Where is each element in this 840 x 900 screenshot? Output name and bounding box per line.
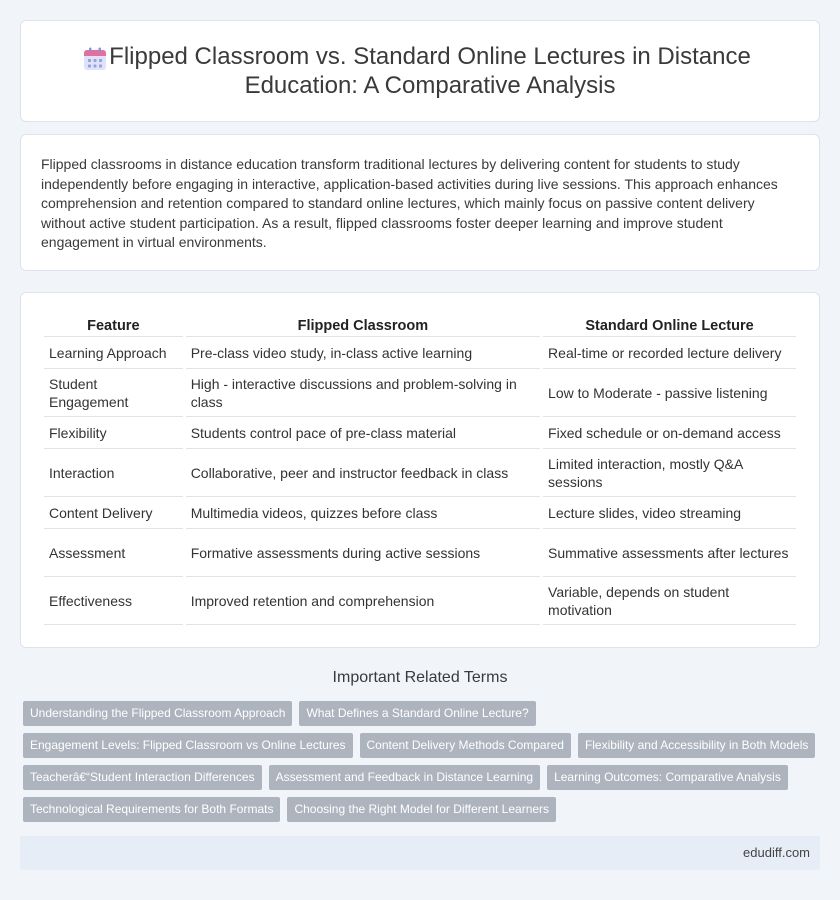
feature-cell: Learning Approach	[44, 337, 183, 369]
standard-cell: Low to Moderate - passive listening	[543, 369, 796, 417]
related-term-tag[interactable]: Assessment and Feedback in Distance Learning	[269, 765, 540, 790]
standard-cell: Real-time or recorded lecture delivery	[543, 337, 796, 369]
flipped-cell: Improved retention and comprehension	[186, 577, 540, 625]
related-term-tag[interactable]: Understanding the Flipped Classroom Approach	[23, 701, 292, 726]
flipped-cell: High - interactive discussions and problem-solving in class	[186, 369, 540, 417]
related-terms-title: Important Related Terms	[332, 669, 508, 686]
intro-card	[20, 134, 820, 271]
flipped-cell: Formative assessments during active sessions	[186, 529, 540, 577]
standard-cell: Variable, depends on student motivation	[543, 577, 796, 625]
related-term-tag[interactable]: Flexibility and Accessibility in Both Models	[578, 733, 815, 758]
standard-cell: Fixed schedule or on-demand access	[543, 417, 796, 449]
related-term-tag[interactable]: What Defines a Standard Online Lecture?	[299, 701, 535, 726]
calendar-icon	[81, 45, 109, 73]
header-flipped-classroom: Flipped Classroom	[186, 315, 540, 337]
feature-cell: Interaction	[44, 449, 183, 497]
comparison-card	[20, 292, 820, 648]
footer-site-link[interactable]: edudiff.com	[743, 845, 810, 860]
feature-cell: Flexibility	[44, 417, 183, 449]
table-row	[44, 369, 796, 417]
related-term-tag[interactable]: Engagement Levels: Flipped Classroom vs Online Lectures	[23, 733, 353, 758]
related-term-tag[interactable]: Choosing the Right Model for Different Learners	[287, 797, 556, 822]
feature-cell: Content Delivery	[44, 497, 183, 529]
feature-cell: Effectiveness	[44, 577, 183, 625]
related-term-tag[interactable]: Teacherâ€“Student Interaction Differences	[23, 765, 262, 790]
footer	[20, 836, 820, 870]
table-header-row	[44, 315, 796, 337]
standard-cell: Lecture slides, video streaming	[543, 497, 796, 529]
table-row	[44, 337, 796, 369]
header-feature: Feature	[44, 315, 183, 337]
comparison-table	[41, 315, 799, 625]
header-inner	[21, 21, 819, 121]
table-row	[44, 577, 796, 625]
header-standard-online-lecture: Standard Online Lecture	[543, 315, 796, 337]
related-term-tag[interactable]: Technological Requirements for Both Formats	[23, 797, 280, 822]
related-term-tag[interactable]: Learning Outcomes: Comparative Analysis	[547, 765, 788, 790]
standard-cell: Summative assessments after lectures	[543, 529, 796, 577]
table-row	[44, 497, 796, 529]
header-card	[20, 20, 820, 122]
flipped-cell: Multimedia videos, quizzes before class	[186, 497, 540, 529]
feature-cell: Assessment	[44, 529, 183, 577]
flipped-cell: Pre-class video study, in-class active learning	[186, 337, 540, 369]
flipped-cell: Students control pace of pre-class material	[186, 417, 540, 449]
page-title: Flipped Classroom vs. Standard Online Lectures in Distance Education: A Comparative Analysis	[109, 43, 751, 99]
feature-cell: Student Engagement	[44, 369, 183, 417]
related-term-tag[interactable]: Content Delivery Methods Compared	[360, 733, 571, 758]
table-row	[44, 449, 796, 497]
table-row	[44, 417, 796, 449]
standard-cell: Limited interaction, mostly Q&A sessions	[543, 449, 796, 497]
table-row	[44, 529, 796, 577]
flipped-cell: Collaborative, peer and instructor feedback in class	[186, 449, 540, 497]
intro-paragraph: Flipped classrooms in distance education transform traditional lectures by delivering content for students to study independently before engaging in interactive, application-based activities during live sessions. This approach enhances comprehension and retention compared to standard online lectures, which mainly focus on passive content delivery without active student participation. As a result, flipped classrooms foster deeper learning and improve student engagement in virtual environments.	[41, 156, 778, 250]
related-terms-list	[23, 701, 823, 822]
